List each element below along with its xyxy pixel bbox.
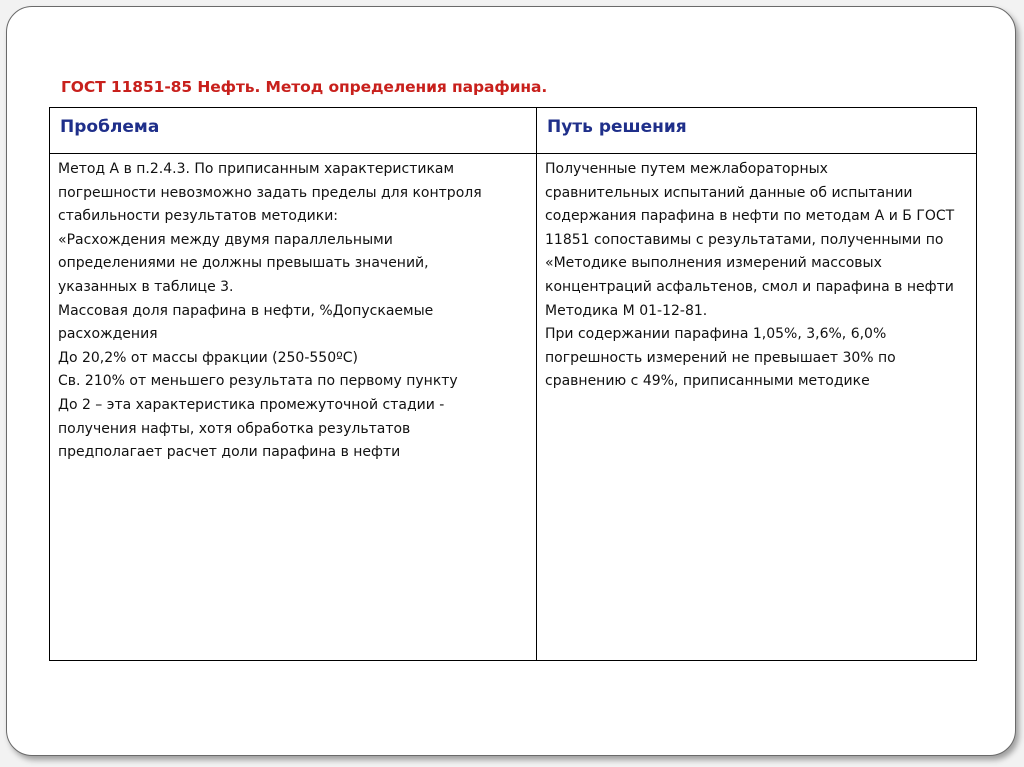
problem-line: указанных в таблице 3. <box>58 278 234 295</box>
table-row <box>50 154 977 661</box>
problem-line: предполагает расчет доли парафина в нефти <box>58 444 401 461</box>
solution-cell <box>537 154 977 661</box>
problem-line: Массовая доля парафина в нефти, %Допускаемые <box>58 302 434 319</box>
problem-line: До 2 – эта характеристика промежуточной стадии - <box>58 396 445 413</box>
solution-line: концентраций асфальтенов, смол и парафина в нефти <box>545 278 954 295</box>
solution-line: погрешность измерений не превышает 30% по <box>545 349 896 366</box>
problem-line: Св. 210% от меньшего результата по первому пункту <box>58 373 458 390</box>
solution-line: сравнению с 49%, приписанными методике <box>545 373 870 390</box>
problem-line: До 20,2% от массы фракции (250-550ºС) <box>58 349 358 366</box>
solution-line: «Методике выполнения измерений массовых <box>545 255 882 272</box>
solution-line: Методика М 01-12-81. <box>545 302 708 319</box>
table-header-row <box>50 108 977 154</box>
problem-line: определениями не должны превышать значений, <box>58 255 429 272</box>
problem-line: погрешности невозможно задать пределы для контроля <box>58 184 482 201</box>
solution-line: При содержании парафина 1,05%, 3,6%, 6,0% <box>545 326 887 343</box>
solution-line: сравнительных испытаний данные об испытании <box>545 184 913 201</box>
solution-line: содержания парафина в нефти по методам А и Б ГОСТ <box>545 208 955 225</box>
slide-title: ГОСТ 11851-85 Нефть. Метод определения парафина. <box>61 78 548 96</box>
header-problem: Проблема <box>50 108 537 154</box>
solution-line: 11851 сопоставимы с результатами, полученными по <box>545 231 944 248</box>
solution-line: Полученные путем межлабораторных <box>545 161 828 177</box>
comparison-table <box>49 107 977 661</box>
problem-line: стабильности результатов методики: <box>58 208 339 225</box>
problem-line: Метод А в п.2.4.3. По приписанным характеристикам <box>58 161 455 177</box>
header-solution: Путь решения <box>537 108 977 154</box>
problem-cell <box>50 154 537 661</box>
problem-line: «Расхождения между двумя параллельными <box>58 231 393 248</box>
problem-line: получения нафты, хотя обработка результатов <box>58 420 411 437</box>
problem-line: расхождения <box>58 326 158 343</box>
